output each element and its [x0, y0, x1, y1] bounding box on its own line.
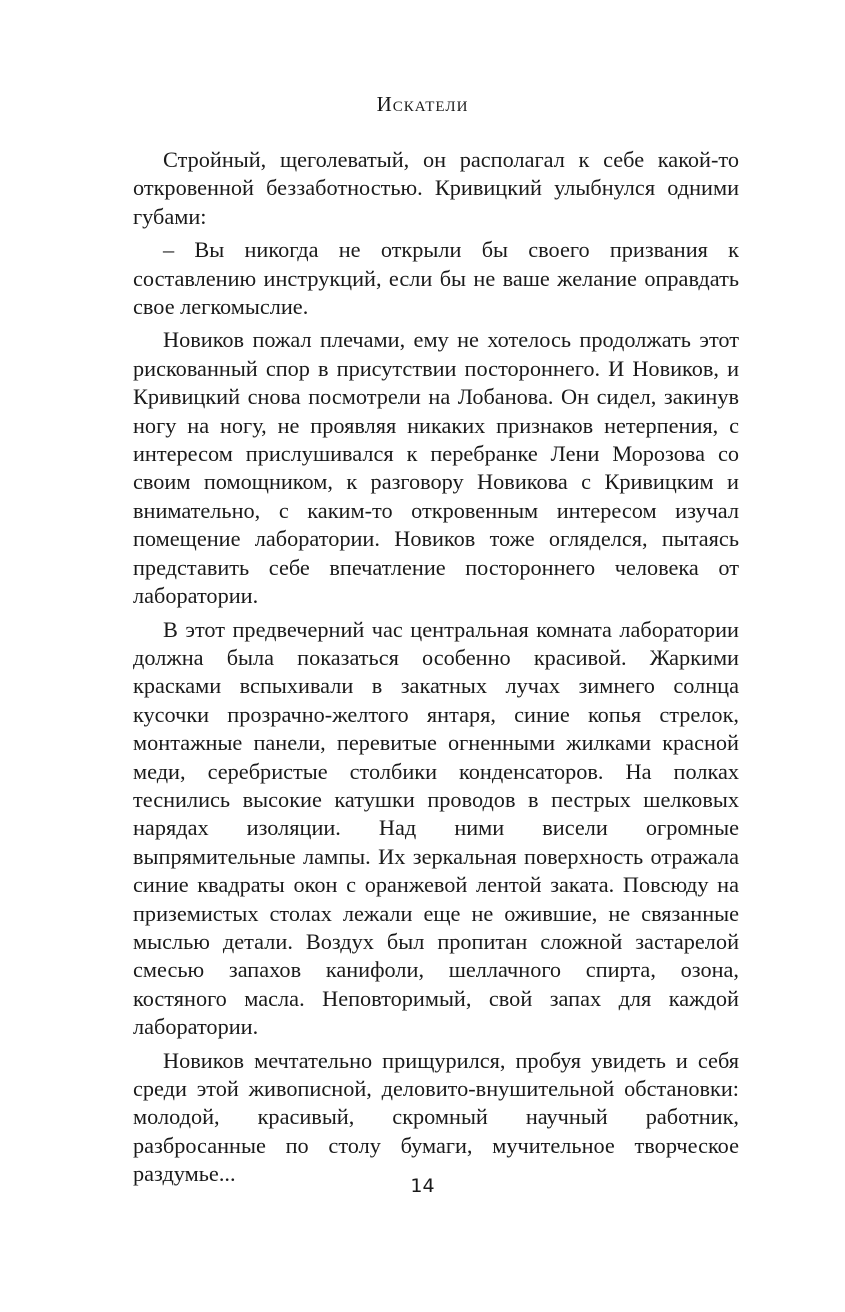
paragraph-1: Стройный, щеголеватый, он располагал к себе какой-то откровенной беззаботностью. Кривицкий улыбнулся одними губами:	[133, 147, 739, 229]
running-title: Искатели	[376, 92, 469, 116]
paragraph-5: Новиков мечтательно прищурился, пробуя увидеть и себя среди этой живописной, деловито-внушительной обстановки: молодой, красивый, скромный научный работник, разбросанные по столу бумаги, мучительное творческое раздумье...	[133, 1047, 739, 1187]
body-text	[133, 146, 739, 1194]
paragraph-2: – Вы никогда не открыли бы своего призвания к составлению инструкций, если бы не ваше желание оправдать свое легкомыслие.	[133, 237, 739, 320]
paragraph-4: В этот предвечерний час центральная комната лаборатории должна была показаться особенно красивой. Жаркими красками вспыхивали в закатных лучах зимнего солнца кусочки прозрачно-желтого янтаря, синие копья стрелок, монтажные панели, перевитые огненными жилками красной меди, серебристые столбики конденсаторов. На полках теснились высокие катушки проводов в пестрых шелковых нарядах изоляции. Над ними висели огромные выпрямительные лампы. Их зеркальная поверхность отражала синие квадраты окон с оранжевой лентой заката. Повсюду на приземистых столах лежали еще не ожившие, не связанные мыслью детали. Воздух был пропитан сложной застарелой смесью запахов канифоли, шеллачного спирта, озона, костяного масла. Неповторимый, свой запах для каждой лаборатории.	[133, 616, 739, 1040]
page-number: 14	[410, 1175, 435, 1197]
paragraph-3: Новиков пожал плечами, ему не хотелось продолжать этот рискованный спор в присутствии постороннего. И Новиков, и Кривицкий снова посмотрели на Лобанова. Он сидел, закинув ногу на ногу, не проявляя никаких признаков нетерпения, с интересом прислушивался к перебранке Лени Морозова со своим помощником, к разговору Новикова с Кривицким и внимательно, с каким-то откровенным интересом изучал помещение лаборатории. Новиков тоже огляделся, пытаясь представить себе впечатление постороннего человека от лаборатории.	[133, 327, 739, 609]
